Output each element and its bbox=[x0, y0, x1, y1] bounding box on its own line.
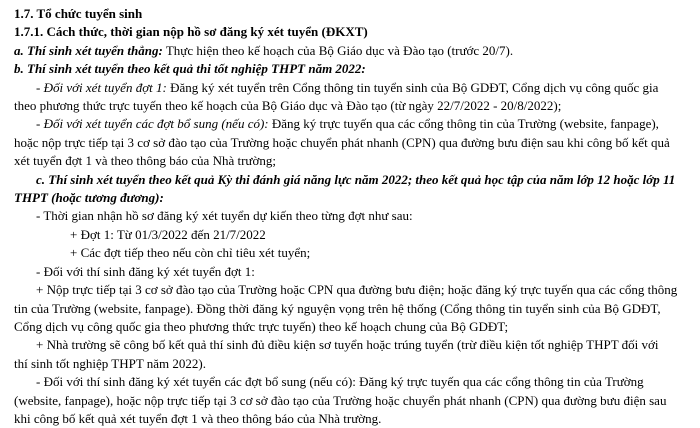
part-a-paragraph bbox=[14, 42, 692, 60]
part-b-supplementary-line1 bbox=[14, 115, 692, 133]
part-c-round1-dates: + Đợt 1: Từ 01/3/2022 đến 21/7/2022 bbox=[70, 226, 266, 242]
part-c-next-rounds: + Các đợt tiếp theo nếu còn chỉ tiêu xét tuyển; bbox=[70, 245, 311, 261]
part-b-heading: b. Thí sinh xét tuyển theo kết quả thi tốt nghiệp THPT năm 2022: bbox=[14, 61, 366, 77]
part-b-supplementary-line3: xét tuyển đợt 1 và theo thông báo của Nhà trường; bbox=[14, 153, 276, 169]
part-c-round1-para1-line2: tin của Trường (website, fanpage). Đồng thời đăng ký nguyện vọng trên hệ thống (Cổng thông tin tuyển sinh của Bộ GDĐT, bbox=[14, 300, 661, 316]
part-b-supplementary-line2: hoặc nộp trực tiếp tại 3 cơ sở đào tạo của Trường hoặc chuyển phát nhanh (CPN) qua đường bưu điện sau khi công bố kết quả bbox=[14, 134, 670, 150]
section-title: 1.7. Tổ chức tuyển sinh bbox=[14, 6, 143, 21]
part-c-round1-para2-line2: thí sinh tốt nghiệp THPT năm 2022). bbox=[14, 355, 206, 371]
part-c-round1-para2-line1: + Nhà trường sẽ công bố kết quả thí sinh đủ điều kiện sơ tuyển hoặc trúng tuyển (trừ điều kiện tốt nghiệp THPT đối với bbox=[36, 337, 659, 353]
part-c-round1-para1-line3: Cổng dịch vụ công quốc gia theo phương thức trực tuyến) theo kế hoạch chung của Bộ GDĐT; bbox=[14, 318, 509, 334]
part-c-heading-line1: c. Thí sinh xét tuyển theo kết quả Kỳ thi đánh giá năng lực năm 2022; theo kết quả học tập của năm lớp 12 hoặc lớp 11 bbox=[36, 171, 676, 187]
part-c-heading-line2: THPT (hoặc tương đương): bbox=[14, 190, 164, 206]
part-c-supplementary-line2: (website, fanpage), hoặc nộp trực tiếp tại 3 cơ sở đào tạo của Trường hoặc chuyển phát nhanh (CPN) qua đường bưu điện sau bbox=[14, 392, 667, 408]
part-b-round1-label: - Đối với xét tuyển đợt 1: bbox=[36, 79, 167, 95]
part-b-supplementary-label: - Đối với xét tuyển các đợt bổ sung (nếu có): bbox=[36, 116, 269, 132]
part-b-supplementary-text: Đăng ký trực tuyến qua các cổng thông tin của Trường (website, fanpage), bbox=[268, 116, 659, 132]
subsection-title: 1.7.1. Cách thức, thời gian nộp hồ sơ đăng ký xét tuyển (ĐKXT) bbox=[14, 24, 368, 40]
part-c-time-intro: - Thời gian nhận hồ sơ đăng ký xét tuyển dự kiến theo từng đợt như sau: bbox=[36, 208, 413, 224]
part-b-round1-text: Đăng ký xét tuyển trên Cổng thông tin tuyển sinh của Bộ GDĐT, Cổng dịch vụ công quốc gia bbox=[166, 79, 659, 95]
part-b-round1-line1 bbox=[14, 79, 692, 97]
part-c-supplementary-line1: - Đối với thí sinh đăng ký xét tuyển các đợt bổ sung (nếu có): Đăng ký trực tuyến qua các cổng thông tin của Trường bbox=[36, 374, 644, 390]
part-a-label: a. Thí sinh xét tuyển thẳng: bbox=[14, 42, 163, 58]
part-c-round1-intro: - Đối với thí sinh đăng ký xét tuyển đợt 1: bbox=[36, 263, 255, 279]
part-a-text: Thực hiện theo kế hoạch của Bộ Giáo dục và Đào tạo (trước 20/7). bbox=[162, 42, 514, 58]
part-b-round1-line2: theo phương thức trực tuyến theo kế hoạch của Bộ Giáo dục và Đào tạo (từ ngày 22/7/2022 - 20/8/2022); bbox=[14, 98, 562, 114]
part-c-supplementary-line3: khi công bố kết quả xét tuyển đợt 1 và theo thông báo của Nhà trường. bbox=[14, 410, 382, 426]
part-c-round1-para1-line1: + Nộp trực tiếp tại 3 cơ sở đào tạo của Trường hoặc CPN qua đường bưu điện; hoặc đăng ký trực tuyến qua các cổng thông bbox=[36, 282, 678, 298]
